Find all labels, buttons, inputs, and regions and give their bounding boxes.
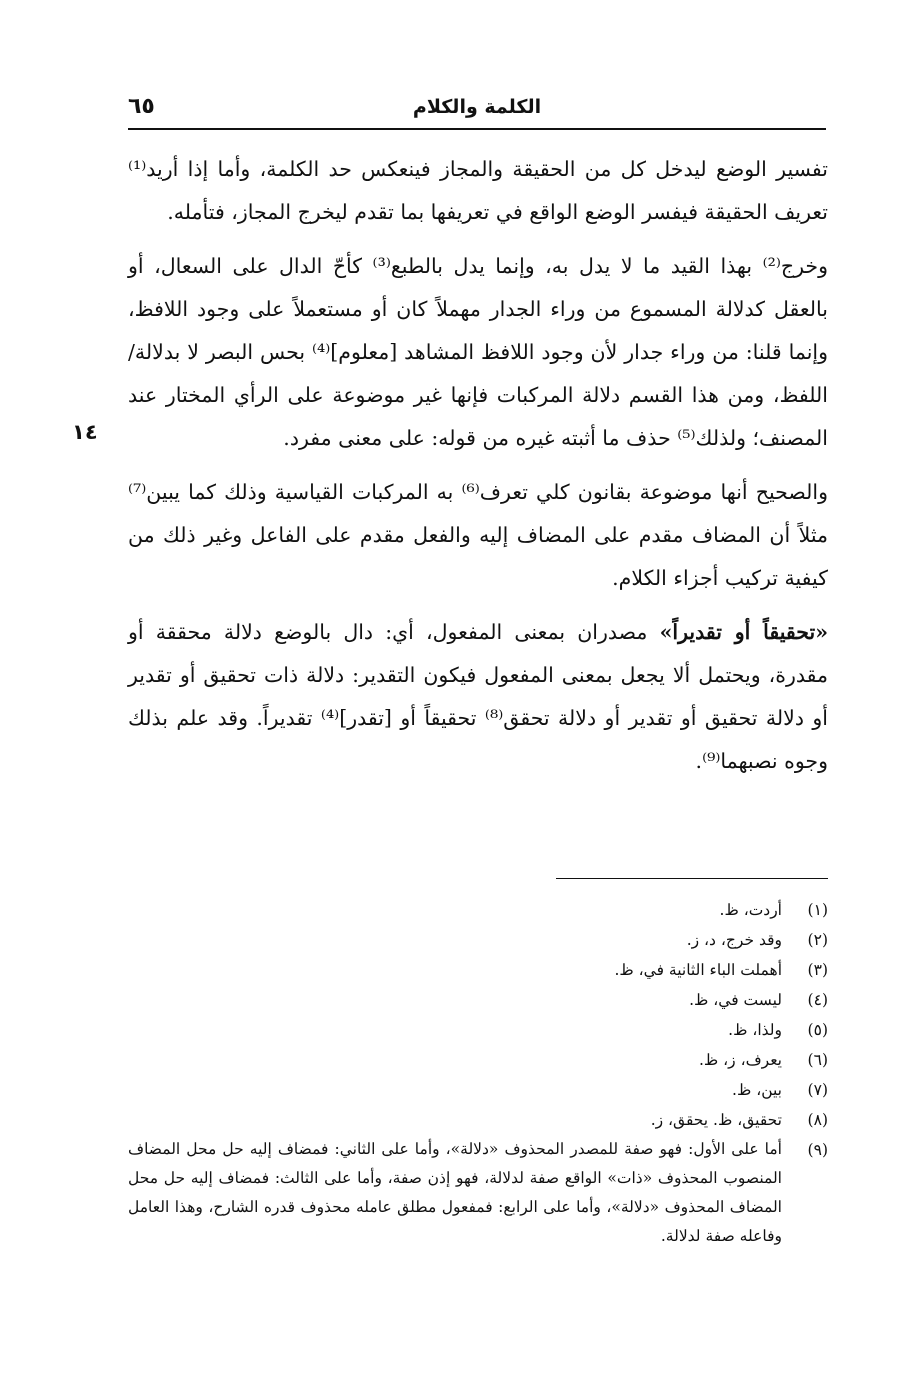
- footnote: [128, 895, 828, 925]
- footnote-number: (٨): [807, 1111, 828, 1129]
- footnote-text: ولذا، ظ.: [728, 1021, 782, 1039]
- paragraph-3: والصحيح أنها موضوعة بقانون كلي تعرف⁽⁶⁾ به المركبات القياسية وذلك كما يبين⁽⁷⁾ مثلاً أن المضاف مقدم على المضاف إليه والفعل مقدم على الفاعل وغير ذلك من كيفية تركيب أجزاء الكلام.: [128, 480, 828, 590]
- footnote: [128, 1135, 828, 1251]
- footnote-number: (٣): [807, 961, 828, 979]
- footnote: [128, 1045, 828, 1075]
- quoted-matn-phrase: «تحقيقاً أو تقديراً»: [659, 620, 829, 644]
- paragraph-2: وخرج⁽²⁾ بهذا القيد ما لا يدل به، وإنما يدل بالطبع⁽³⁾ كأحّ الدال على السعال، أو بالعقل كدلالة المسموع من وراء الجدار مهملاً كان أو مستعملاً على وجود اللافظ، وإنما قلنا: من وراء جدار لأن وجود اللافظ المشاهد [معلوم]⁽⁴⁾ بحس البصر لا بدلالة/اللفظ، ومن هذا القسم دلالة المركبات فإنها غير موضوعة على الرأي المختار عند المصنف؛ ولذلك⁽⁵⁾ حذف ما أثبته غيره من قوله: على معنى مفرد.: [128, 254, 828, 450]
- footnote-text: أردت، ظ.: [719, 901, 782, 919]
- footnote-number: (٧): [807, 1081, 828, 1099]
- footnote-divider: [556, 878, 828, 879]
- footnote-text: أما على الأول: فهو صفة للمصدر المحذوف «دلالة»، وأما على الثاني: فمضاف إليه حل محل المضاف المنصوب المحذوف «ذات» الواقع صفة لدلالة، فهو إذن صفة، وأما على الثالث: فمضاف إليه حل محل المضاف المحذوف «دلالة»، وأما على الرابع: فمفعول مطلق عامله محذوف قدره الشارح، وهذا العامل وفاعله صفة لدلالة.: [128, 1140, 782, 1245]
- footnotes: [128, 895, 828, 1251]
- footnote: [128, 985, 828, 1015]
- footnote: [128, 1075, 828, 1105]
- footnote-text: يعرف، ز، ظ.: [698, 1051, 782, 1069]
- page-number: ٦٥: [128, 94, 155, 119]
- footnote-text: تحقيق، ظ. يحقق، ز.: [650, 1111, 782, 1129]
- paragraph-4-text: مصدران بمعنى المفعول، أي: دال بالوضع دلالة محققة أو مقدرة، ويحتمل ألا يجعل بمعنى المفعول فيكون التقدير: دلالة ذات تحقيق أو تقدير أو دلالة تحقيق أو تقدير أو دلالة تحقق⁽⁸⁾ تحقيقاً أو [تقدر]⁽⁴⁾ تقديراً. وقد علم بذلك وجوه نصبهما⁽⁹⁾.: [128, 620, 828, 773]
- footnote-number: (١): [807, 901, 828, 919]
- footnote-number: (٥): [807, 1021, 828, 1039]
- page-header: [128, 94, 826, 130]
- paragraph-4: [128, 611, 828, 783]
- footnote-text: أهملت الباء الثانية في، ظ.: [614, 961, 782, 979]
- footnote-number: (٦): [807, 1051, 828, 1069]
- footnote-text: بين، ظ.: [732, 1081, 782, 1099]
- footnote: [128, 1015, 828, 1045]
- footnote: [128, 925, 828, 955]
- running-title: الكلمة والكلام: [412, 96, 542, 118]
- footnote: [128, 955, 828, 985]
- footnote: [128, 1105, 828, 1135]
- footnote-text: ليست في، ظ.: [689, 991, 782, 1009]
- footnote-number: (٤): [807, 991, 828, 1009]
- footnote-text: وقد خرج، د، ز.: [686, 931, 782, 949]
- margin-folio-marker: ١٤: [72, 420, 98, 444]
- footnote-number: (٩): [807, 1141, 828, 1159]
- footnote-number: (٢): [807, 931, 828, 949]
- paragraph-1: تفسير الوضع ليدخل كل من الحقيقة والمجاز فينعكس حد الكلمة، وأما إذا أريد⁽¹⁾ تعريف الحقيقة فيفسر الوضع الواقع في تعريفها بما تقدم ليخرج المجاز، فتأمله.: [128, 157, 828, 224]
- main-text: [128, 148, 828, 794]
